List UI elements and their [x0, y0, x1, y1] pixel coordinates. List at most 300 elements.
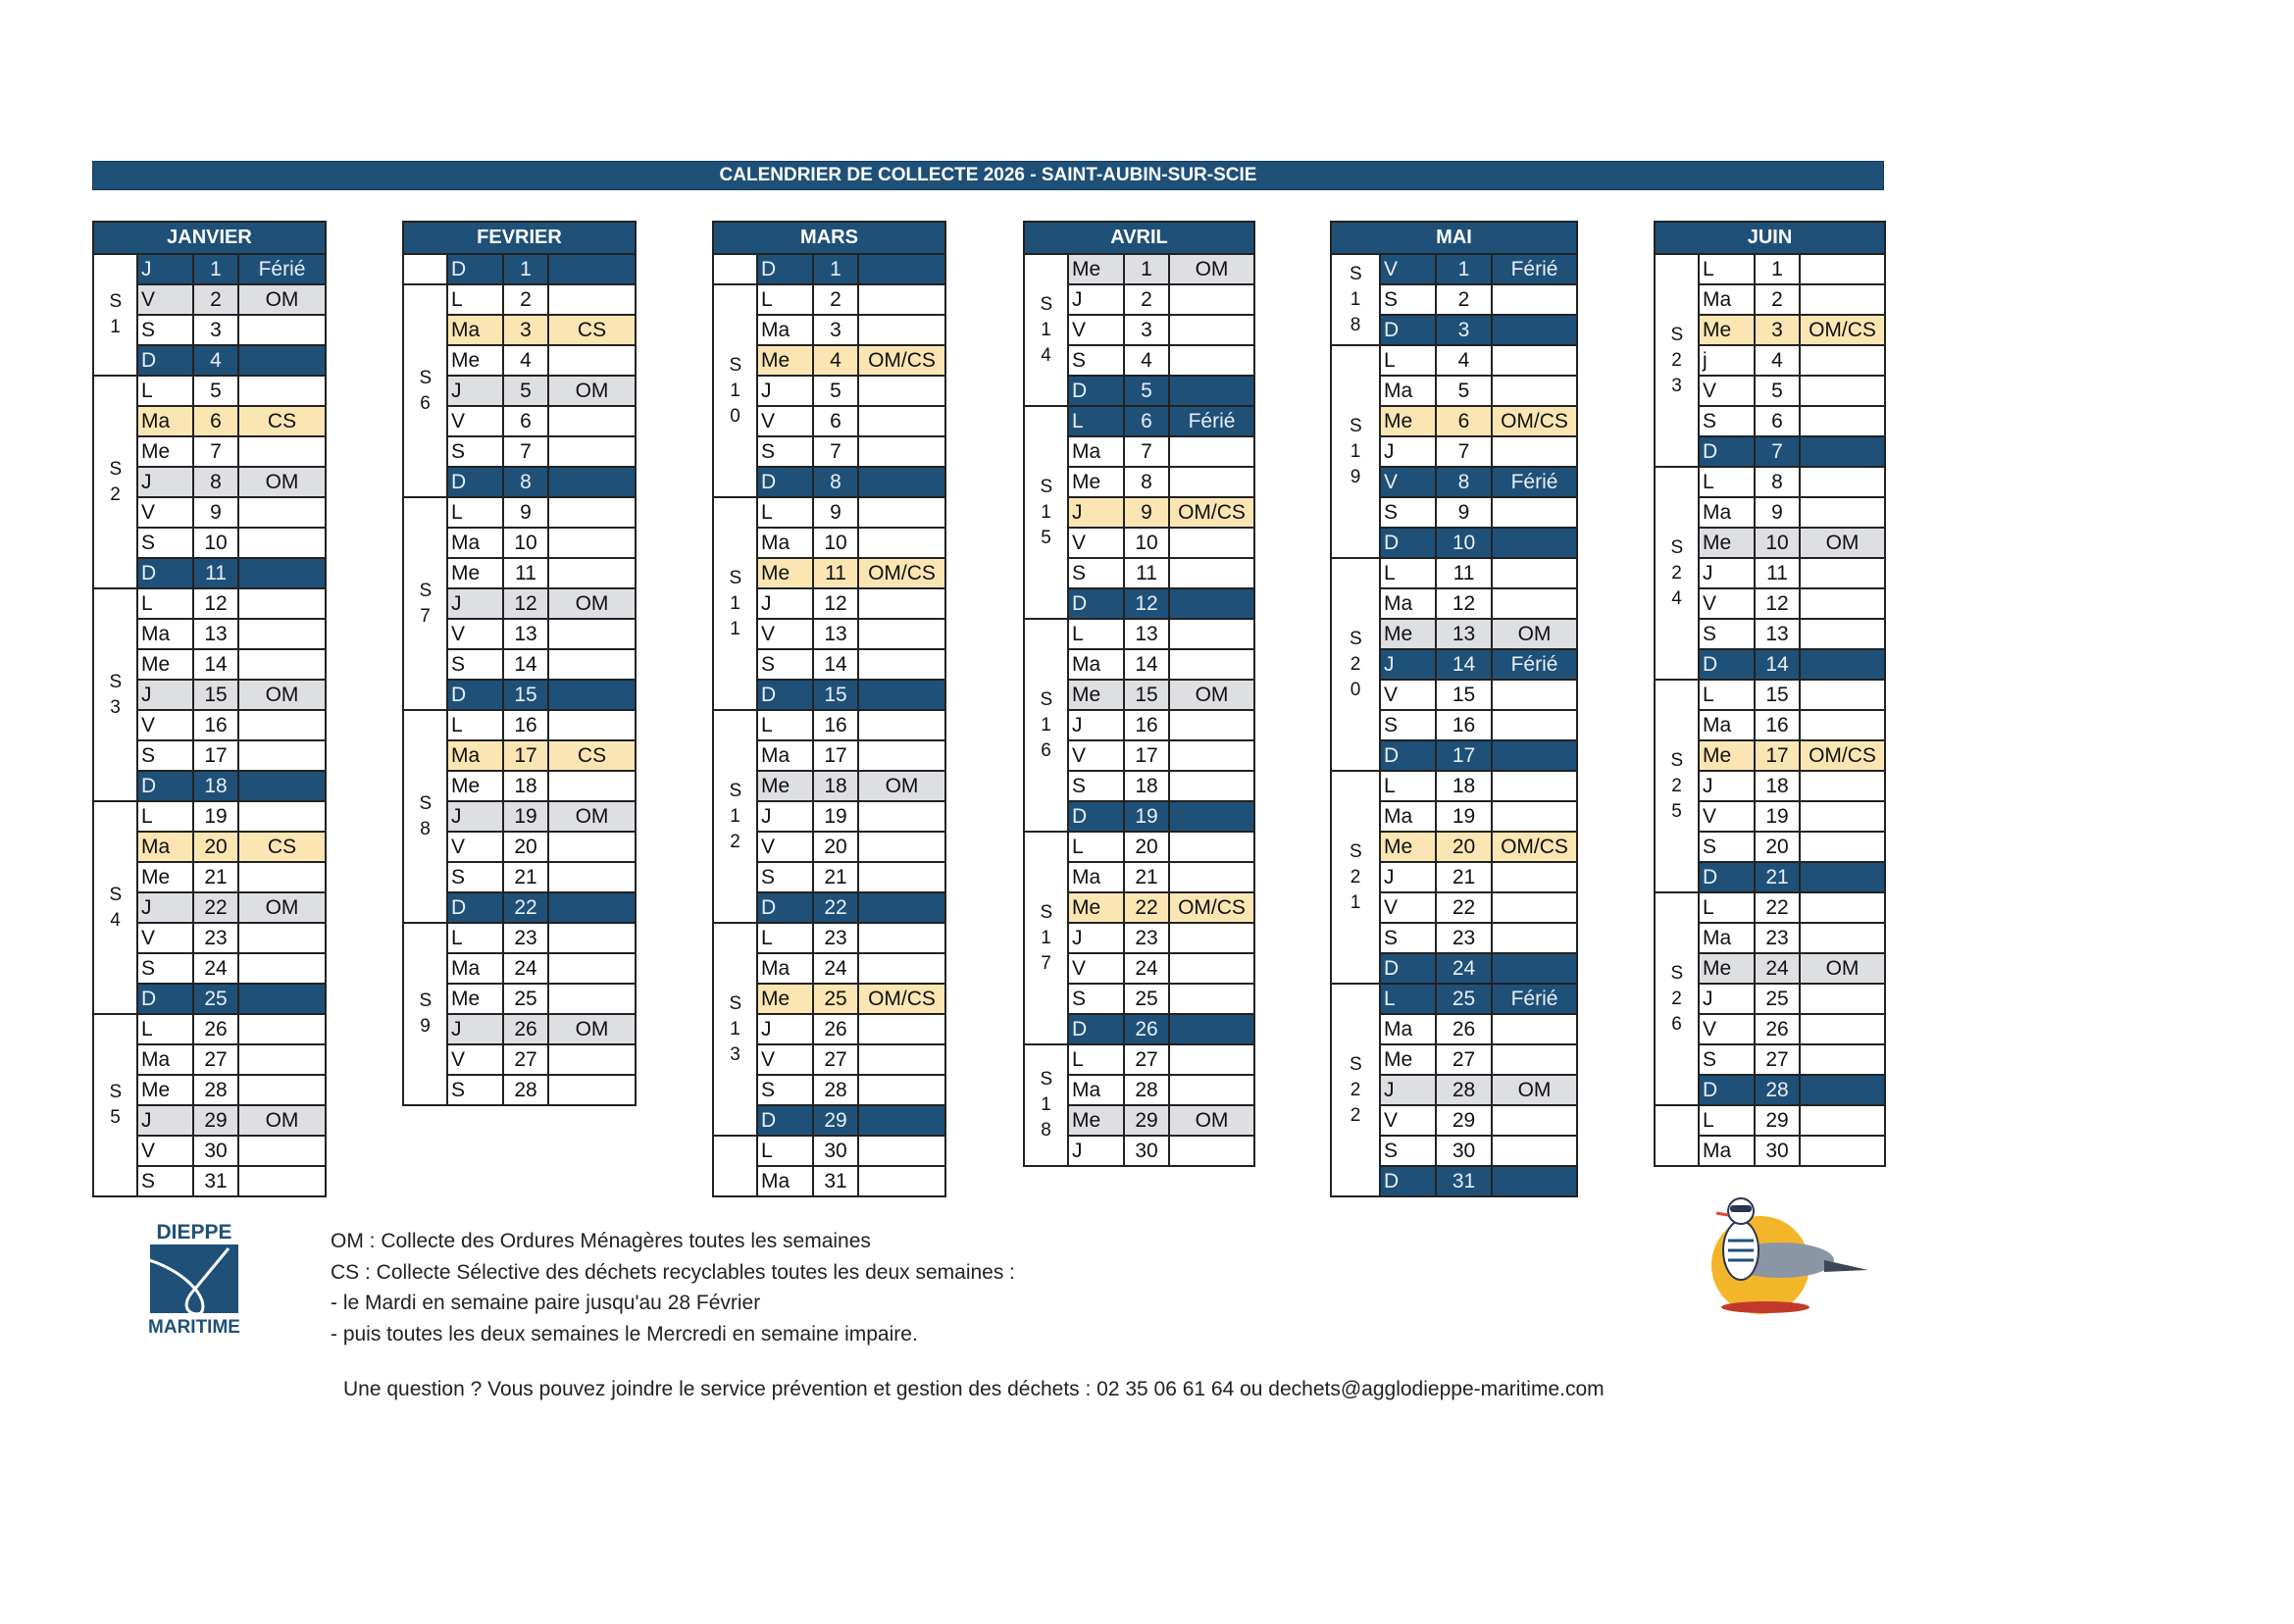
day-number: 21 [1755, 862, 1800, 892]
collection-label [1169, 345, 1254, 376]
collection-label [858, 892, 945, 923]
day-abbr: D [1699, 649, 1755, 680]
day-number: 1 [503, 254, 548, 284]
collection-label [238, 1075, 326, 1105]
collection-label [1800, 406, 1885, 436]
week-number: S15 [1040, 476, 1053, 548]
day-number: 25 [1755, 984, 1800, 1014]
day-number: 19 [813, 801, 858, 832]
collection-label [238, 558, 326, 588]
day-abbr: S [1380, 923, 1436, 953]
month-header: AVRIL [1024, 222, 1254, 254]
week-number: S11 [729, 567, 742, 639]
week-number: S2 [109, 458, 123, 505]
day-abbr: V [447, 1044, 503, 1075]
collection-label [1169, 1014, 1254, 1044]
day-number: 28 [193, 1075, 238, 1105]
collection-label [1492, 953, 1577, 984]
day-abbr: L [757, 497, 813, 528]
day-abbr: S [447, 1075, 503, 1105]
day-number: 12 [503, 588, 548, 619]
collection-label [1800, 497, 1885, 528]
day-abbr: V [1380, 680, 1436, 710]
collection-label [1169, 1075, 1254, 1105]
day-abbr: D [447, 254, 503, 284]
day-number: 7 [1124, 436, 1169, 467]
week-cell [1655, 680, 1699, 892]
day-number: 20 [1436, 832, 1492, 862]
day-number: 8 [1124, 467, 1169, 497]
day-abbr: S [447, 436, 503, 467]
day-row [1024, 619, 1254, 649]
day-abbr: L [757, 1136, 813, 1166]
day-number: 9 [1755, 497, 1800, 528]
day-number: 23 [1755, 923, 1800, 953]
collection-label [858, 649, 945, 680]
day-abbr: L [1068, 619, 1124, 649]
day-number: 1 [193, 254, 238, 284]
month-table-mai [1330, 221, 1578, 1197]
collection-label [858, 284, 945, 315]
day-number: 16 [503, 710, 548, 740]
day-abbr: D [1380, 1166, 1436, 1196]
day-abbr: Ma [1068, 649, 1124, 680]
week-number: S5 [109, 1082, 123, 1128]
day-abbr: S [137, 1166, 193, 1196]
week-number: S12 [729, 780, 742, 852]
collection-label [858, 923, 945, 953]
day-row [93, 588, 326, 619]
day-abbr: J [1699, 771, 1755, 801]
day-number: 25 [1124, 984, 1169, 1014]
collection-label [238, 953, 326, 984]
collection-label [238, 376, 326, 406]
day-abbr: Ma [447, 528, 503, 558]
day-number: 28 [503, 1075, 548, 1105]
day-abbr: D [137, 345, 193, 376]
day-row [1655, 467, 1885, 497]
day-number: 3 [193, 315, 238, 345]
collection-label [548, 254, 636, 284]
collection-label [548, 923, 636, 953]
day-abbr: D [757, 892, 813, 923]
collection-label [1492, 1166, 1577, 1196]
day-abbr: D [1699, 1075, 1755, 1105]
collection-label [858, 862, 945, 892]
week-cell [93, 588, 137, 801]
day-abbr: D [137, 771, 193, 801]
day-number: 15 [1436, 680, 1492, 710]
collection-label [1169, 376, 1254, 406]
day-number: 13 [1755, 619, 1800, 649]
day-number: 23 [1124, 923, 1169, 953]
collection-label: CS [548, 740, 636, 771]
collection-label [238, 619, 326, 649]
collection-label: OM/CS [1492, 406, 1577, 436]
day-number: 10 [1124, 528, 1169, 558]
day-abbr: D [757, 467, 813, 497]
week-number: S8 [419, 792, 433, 839]
day-abbr: S [757, 862, 813, 892]
collection-label [548, 953, 636, 984]
month-header: JUIN [1655, 222, 1885, 254]
day-abbr: D [1068, 588, 1124, 619]
day-abbr: Ma [757, 953, 813, 984]
day-abbr: V [1068, 528, 1124, 558]
month-table-juin [1654, 221, 1886, 1167]
collection-label [1169, 953, 1254, 984]
collection-label [238, 1136, 326, 1166]
collection-label: OM/CS [858, 558, 945, 588]
collection-label [1169, 771, 1254, 801]
day-number: 20 [813, 832, 858, 862]
week-number: S22 [1350, 1053, 1362, 1126]
day-number: 4 [1436, 345, 1492, 376]
collection-label [1800, 588, 1885, 619]
week-cell [1024, 1044, 1068, 1166]
day-number: 11 [1436, 558, 1492, 588]
day-number: 27 [1755, 1044, 1800, 1075]
day-abbr: J [447, 376, 503, 406]
day-number: 29 [193, 1105, 238, 1136]
day-number: 19 [1124, 801, 1169, 832]
day-abbr: D [1068, 376, 1124, 406]
collection-label [858, 376, 945, 406]
collection-label [858, 740, 945, 771]
day-number: 30 [193, 1136, 238, 1166]
week-number: S25 [1670, 749, 1684, 822]
day-number: 17 [1755, 740, 1800, 771]
day-abbr: J [1068, 284, 1124, 315]
month-table-fevrier [402, 221, 637, 1106]
collection-label [1800, 1105, 1885, 1136]
day-abbr: D [447, 892, 503, 923]
collection-label [1800, 771, 1885, 801]
day-abbr: L [1699, 680, 1755, 710]
collection-label [1492, 801, 1577, 832]
day-row [403, 923, 636, 953]
day-abbr: J [137, 1105, 193, 1136]
day-abbr: Ma [757, 528, 813, 558]
collection-label [548, 558, 636, 588]
day-abbr: S [1068, 345, 1124, 376]
collection-label: Férié [1492, 254, 1577, 284]
day-number: 5 [1436, 376, 1492, 406]
collection-label [1492, 558, 1577, 588]
day-abbr: V [757, 832, 813, 862]
collection-label [858, 680, 945, 710]
calendar-title: CALENDRIER DE COLLECTE 2026 - SAINT-AUBIN-SUR-SCIE [92, 161, 1884, 190]
day-number: 13 [503, 619, 548, 649]
day-abbr: S [1699, 832, 1755, 862]
collection-label [548, 619, 636, 649]
day-abbr: V [447, 832, 503, 862]
day-number: 14 [1124, 649, 1169, 680]
collection-label [858, 1105, 945, 1136]
day-number: 16 [1124, 710, 1169, 740]
day-number: 2 [1755, 284, 1800, 315]
week-cell [713, 923, 757, 1136]
collection-label: OM [858, 771, 945, 801]
collection-label [548, 528, 636, 558]
collection-label [548, 467, 636, 497]
day-number: 10 [193, 528, 238, 558]
day-abbr: V [1380, 467, 1436, 497]
day-abbr: S [1068, 771, 1124, 801]
day-row [1024, 1044, 1254, 1075]
day-row [1331, 345, 1577, 376]
day-number: 3 [1755, 315, 1800, 345]
day-abbr: Me [137, 862, 193, 892]
day-number: 14 [1436, 649, 1492, 680]
day-number: 17 [1124, 740, 1169, 771]
collection-label [1492, 376, 1577, 406]
collection-label [858, 315, 945, 345]
day-abbr: D [757, 254, 813, 284]
collection-label: Férié [1492, 649, 1577, 680]
legend-cs-rule-1: - le Mardi en semaine paire jusqu'au 28 Février [331, 1292, 761, 1314]
collection-label: OM [238, 1105, 326, 1136]
day-number: 24 [1755, 953, 1800, 984]
collection-label [238, 588, 326, 619]
day-abbr: L [1699, 1105, 1755, 1136]
day-abbr: V [137, 497, 193, 528]
week-number: S26 [1670, 962, 1684, 1035]
day-abbr: Me [1699, 953, 1755, 984]
day-number: 7 [813, 436, 858, 467]
week-number: S3 [109, 671, 123, 718]
collection-label [1492, 1136, 1577, 1166]
day-abbr: L [757, 923, 813, 953]
collection-label: OM/CS [1169, 892, 1254, 923]
day-number: 8 [813, 467, 858, 497]
collection-label [1800, 680, 1885, 710]
day-abbr: Me [757, 771, 813, 801]
day-abbr: J [1380, 862, 1436, 892]
day-number: 11 [813, 558, 858, 588]
day-abbr: J [447, 801, 503, 832]
day-row [1655, 892, 1885, 923]
day-number: 10 [1755, 528, 1800, 558]
day-abbr: Me [137, 1075, 193, 1105]
day-number: 22 [193, 892, 238, 923]
collection-label: OM [238, 892, 326, 923]
day-abbr: D [1380, 740, 1436, 771]
day-number: 6 [813, 406, 858, 436]
week-cell [1024, 832, 1068, 1044]
day-abbr: D [447, 467, 503, 497]
day-number: 30 [813, 1136, 858, 1166]
day-number: 26 [1124, 1014, 1169, 1044]
day-number: 18 [1755, 771, 1800, 801]
day-abbr: J [1699, 558, 1755, 588]
collection-label [1492, 710, 1577, 740]
day-abbr: D [1699, 436, 1755, 467]
day-abbr: Me [447, 771, 503, 801]
day-number: 5 [1755, 376, 1800, 406]
collection-label [1800, 1014, 1885, 1044]
day-abbr: Me [1380, 619, 1436, 649]
day-number: 16 [1755, 710, 1800, 740]
day-number: 28 [1124, 1075, 1169, 1105]
week-number: S23 [1670, 324, 1684, 396]
day-row [403, 254, 636, 284]
day-abbr: S [137, 315, 193, 345]
day-abbr: Ma [757, 315, 813, 345]
collection-label [1169, 1136, 1254, 1166]
week-number: S9 [419, 990, 433, 1037]
month-table-mars [712, 221, 946, 1197]
day-number: 10 [1436, 528, 1492, 558]
collection-label [1169, 923, 1254, 953]
day-abbr: J [757, 588, 813, 619]
contact-info: Une question ? Vous pouvez joindre le service prévention et gestion des déchets : 02 35 06 61 64 ou dechets@agglodieppe-maritime.com [343, 1378, 1605, 1400]
collection-label [858, 710, 945, 740]
day-number: 27 [813, 1044, 858, 1075]
day-number: 15 [813, 680, 858, 710]
day-abbr: V [447, 619, 503, 649]
collection-label [1492, 497, 1577, 528]
day-abbr: D [757, 680, 813, 710]
collection-label [548, 771, 636, 801]
day-number: 22 [813, 892, 858, 923]
collection-label: OM [1492, 1075, 1577, 1105]
week-number: S10 [729, 354, 742, 427]
collection-label [1800, 1136, 1885, 1166]
collection-label: Férié [1492, 984, 1577, 1014]
day-number: 21 [503, 862, 548, 892]
day-number: 13 [1436, 619, 1492, 649]
day-number: 26 [813, 1014, 858, 1044]
day-abbr: D [1068, 801, 1124, 832]
collection-label [1492, 284, 1577, 315]
collection-label: OM [1169, 254, 1254, 284]
day-abbr: D [137, 558, 193, 588]
day-abbr: L [1068, 406, 1124, 436]
day-number: 7 [193, 436, 238, 467]
day-abbr: L [137, 588, 193, 619]
day-number: 17 [813, 740, 858, 771]
day-row [403, 710, 636, 740]
collection-label: OM [1492, 619, 1577, 649]
collection-label [858, 497, 945, 528]
day-number: 6 [1755, 406, 1800, 436]
day-number: 30 [1436, 1136, 1492, 1166]
day-abbr: Me [1699, 315, 1755, 345]
day-abbr: S [447, 862, 503, 892]
day-number: 21 [813, 862, 858, 892]
collection-label [238, 801, 326, 832]
day-number: 28 [813, 1075, 858, 1105]
day-row [713, 254, 945, 284]
collection-label [1169, 436, 1254, 467]
day-number: 12 [1755, 588, 1800, 619]
week-number: S20 [1350, 628, 1362, 700]
day-number: 29 [1755, 1105, 1800, 1136]
week-cell [1331, 771, 1380, 984]
collection-label: OM [1169, 680, 1254, 710]
collection-label [1169, 467, 1254, 497]
collection-label [1492, 771, 1577, 801]
day-number: 13 [1124, 619, 1169, 649]
day-abbr: Ma [137, 619, 193, 649]
day-number: 31 [1436, 1166, 1492, 1196]
week-cell [1655, 1105, 1699, 1166]
collection-label: OM/CS [1492, 832, 1577, 862]
day-abbr: Ma [1068, 1075, 1124, 1105]
day-abbr: D [1380, 528, 1436, 558]
collection-label [238, 771, 326, 801]
day-abbr: V [1699, 801, 1755, 832]
collection-label [548, 892, 636, 923]
collection-label [858, 467, 945, 497]
day-abbr: S [1068, 984, 1124, 1014]
day-abbr: Ma [1068, 436, 1124, 467]
day-abbr: J [1068, 710, 1124, 740]
day-number: 14 [503, 649, 548, 680]
day-number: 26 [1436, 1014, 1492, 1044]
month-header: MAI [1331, 222, 1577, 254]
collection-label [238, 923, 326, 953]
week-cell [713, 1136, 757, 1196]
day-abbr: V [1068, 315, 1124, 345]
day-abbr: J [757, 1014, 813, 1044]
day-number: 28 [1436, 1075, 1492, 1105]
day-abbr: J [1068, 497, 1124, 528]
week-number: S19 [1350, 415, 1362, 487]
week-number: S21 [1350, 840, 1362, 913]
day-number: 29 [1124, 1105, 1169, 1136]
day-abbr: Ma [1699, 497, 1755, 528]
collection-label [1169, 832, 1254, 862]
day-number: 18 [1124, 771, 1169, 801]
day-number: 9 [503, 497, 548, 528]
collection-label [1800, 467, 1885, 497]
collection-label [1169, 619, 1254, 649]
collection-label [1169, 588, 1254, 619]
day-number: 11 [193, 558, 238, 588]
week-cell [403, 923, 447, 1105]
day-number: 20 [1755, 832, 1800, 862]
collection-label: OM [1800, 528, 1885, 558]
day-number: 26 [1755, 1014, 1800, 1044]
collection-label [238, 1044, 326, 1075]
day-number: 24 [1436, 953, 1492, 984]
day-abbr: Me [757, 345, 813, 376]
collection-label: OM [238, 680, 326, 710]
collection-label [1800, 376, 1885, 406]
day-number: 2 [1436, 284, 1492, 315]
day-abbr: J [447, 1014, 503, 1044]
day-abbr: J [1699, 984, 1755, 1014]
day-number: 9 [193, 497, 238, 528]
day-abbr: Me [1699, 528, 1755, 558]
day-number: 24 [1124, 953, 1169, 984]
day-abbr: V [137, 284, 193, 315]
collection-label [548, 284, 636, 315]
collection-label [1169, 284, 1254, 315]
collection-label [858, 528, 945, 558]
legend-cs-rule-2: - puis toutes les deux semaines le Mercredi en semaine impaire. [331, 1322, 918, 1345]
day-abbr: S [137, 740, 193, 771]
day-number: 25 [503, 984, 548, 1014]
collection-label [1492, 923, 1577, 953]
day-row [1331, 254, 1577, 284]
day-number: 28 [1755, 1075, 1800, 1105]
collection-label [1169, 558, 1254, 588]
collection-label: Férié [1169, 406, 1254, 436]
day-row [1655, 1105, 1885, 1136]
